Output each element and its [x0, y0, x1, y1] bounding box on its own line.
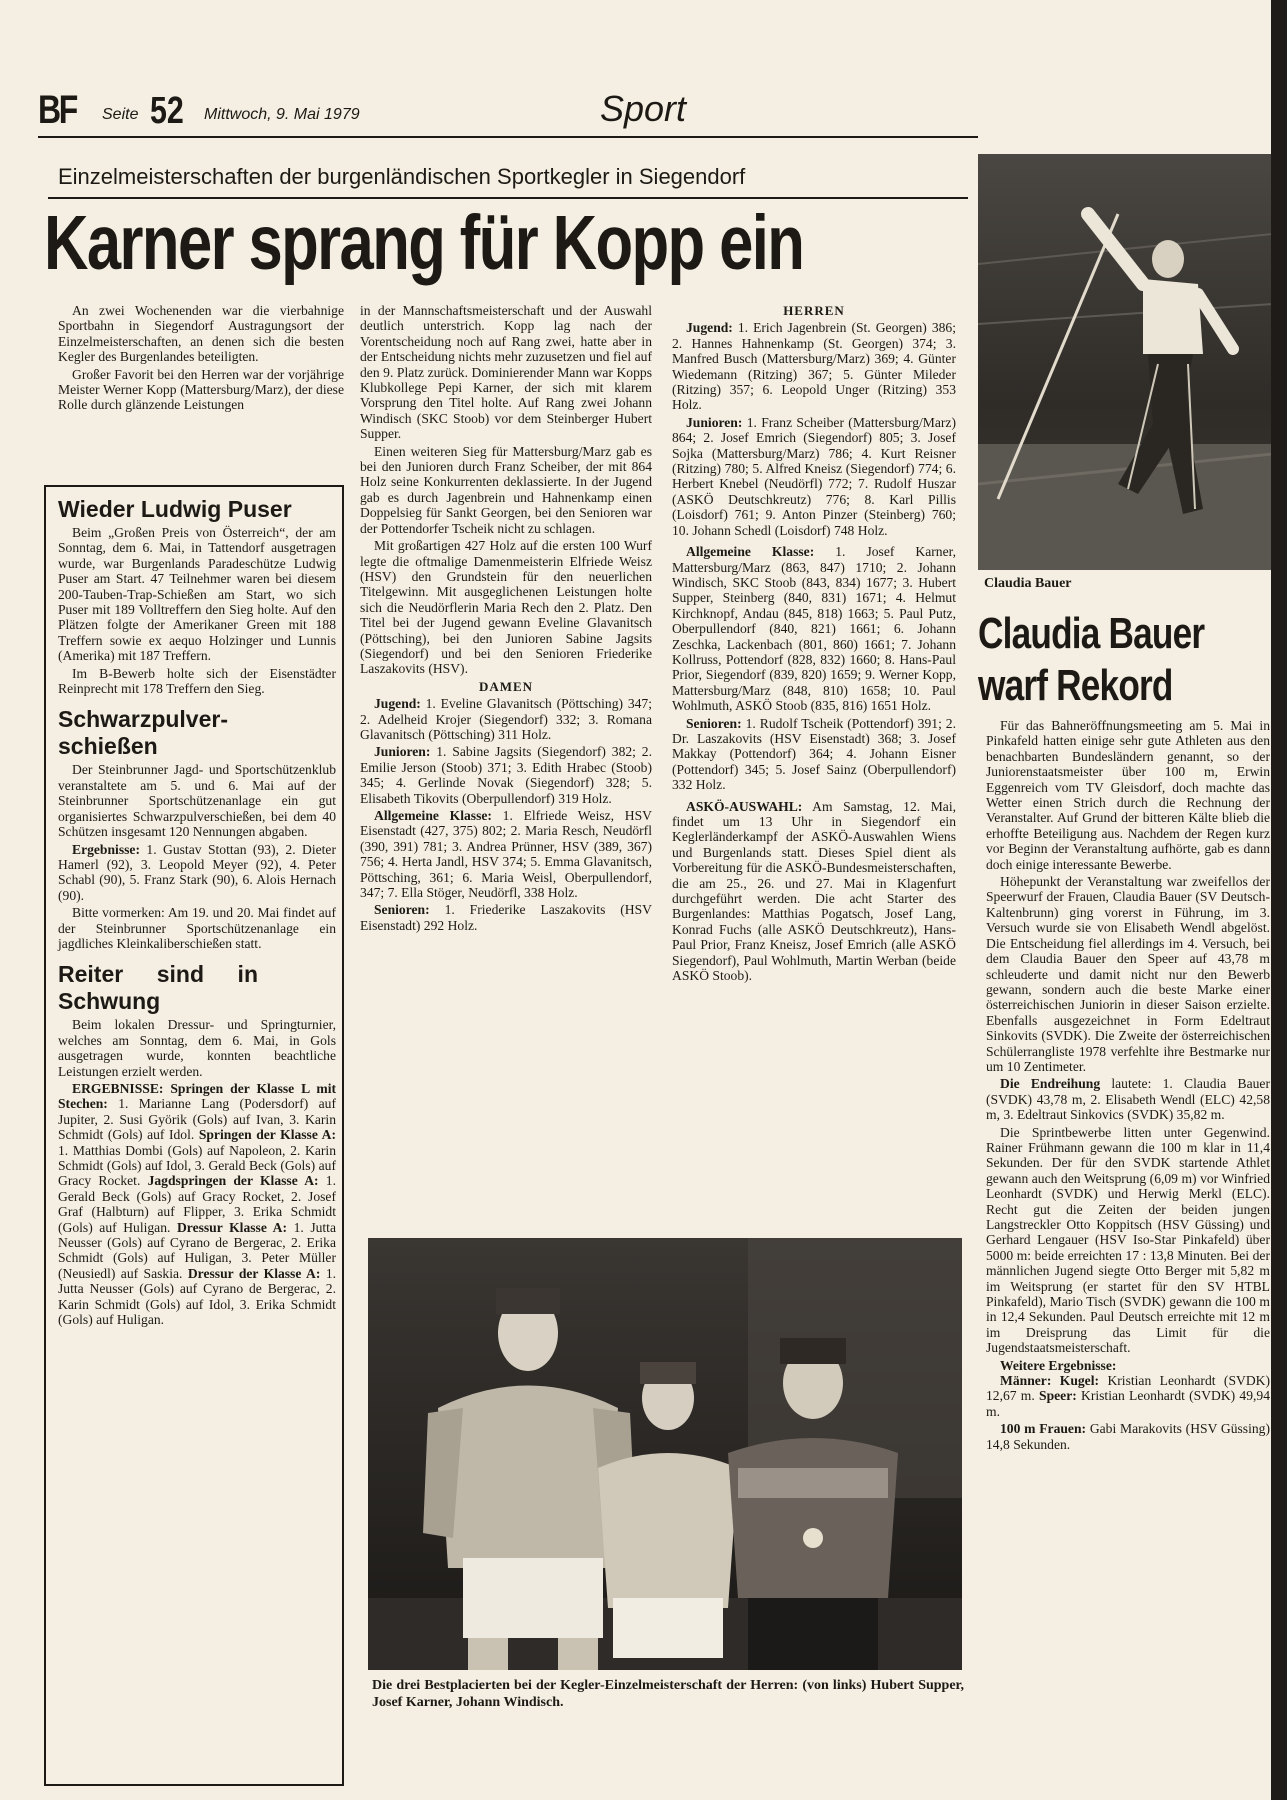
paragraph: Der Steinbrunner Jagd- und Sportschützenklub veranstaltete am 5. und 6. Mai auf der Steinbrunner Sportschützenanlage ein gut organisiertes Schwarzpulverschießen, bei dem 40 Schützen insgesamt 120 Nennungen abgaben.	[58, 762, 336, 840]
result-entry	[672, 415, 956, 538]
result-entry	[986, 1421, 1270, 1452]
result-label: Junioren:	[686, 414, 743, 430]
herren-heading: HERREN	[783, 303, 845, 318]
results-text: 1. Matthias Dombi (Gols) auf Napoleon, 2. Karin Schmidt (Gols) auf Idol, 3. Gerald Beck (Gols) auf Gracy Rocket.	[58, 1142, 336, 1189]
issue-date: Mittwoch, 9. Mai 1979	[204, 106, 360, 123]
group-photo	[368, 1238, 962, 1670]
section-title: Sport	[600, 88, 687, 129]
masthead	[38, 88, 1268, 136]
result-text: 1. Eveline Glavanitsch (Pöttsching) 347; 2. Adelheid Krojer (Siegendorf) 332; 3. Romana Glavanitsch (Pöttsching) 311 Holz.	[360, 696, 652, 742]
result-text: Kristian Leonhardt (SVDK) 12,67 m.	[986, 1373, 1270, 1404]
result-entry	[360, 696, 652, 742]
endreihung-text: lautete: 1. Claudia Bauer (SVDK) 43,78 m, 2. Elisabeth Wendl (ELC) 42,58 m, 3. Edeltraut Sinkovics (SVDK) 35,82 m.	[986, 1076, 1270, 1123]
result-label: Senioren:	[686, 715, 742, 731]
results-text: 1. Marianne Lang (Podersdorf) auf Jupiter, 2. Susi Györik (Gols) auf Ivan, 3. Karin Schmidt (Gols) auf Idol.	[58, 1096, 336, 1143]
result-entry	[672, 716, 956, 793]
result-label: Jugend:	[686, 320, 733, 336]
group-photo-caption: Die drei Bestplacierten bei der Kegler-Einzelmeisterschaft der Herren: (von links) Hubert Supper, Josef Karner, Johann Windisch.	[372, 1678, 964, 1710]
paragraph: Großer Favorit bei den Herren war der vorjährige Meister Werner Kopp (Mattersburg/Marz), der diese Rolle durch glänzende Leistungen	[58, 366, 344, 413]
article-col-3	[672, 303, 956, 985]
result-entry	[672, 544, 956, 713]
kicker: Einzelmeisterschaften der burgenländischen Sportkegler in Siegendorf	[58, 164, 746, 189]
endreihung-label: Die Endreihung	[1000, 1076, 1101, 1092]
athlete-photo-caption: Claudia Bauer	[984, 576, 1072, 591]
result-text: Gabi Marakovits (HSV Güssing) 14,8 Sekunden.	[986, 1421, 1270, 1452]
paragraph: Beim lokalen Dressur- und Springturnier, welches am Sonntag, dem 6. Mai, in Gols ausgetragen wurde, konnten beachtliche Leistungen erzielt werden.	[58, 1017, 336, 1079]
result-entry	[986, 1373, 1270, 1419]
paragraph: in der Mannschaftsmeisterschaft und der Auswahl deutlich unterstrich. Kopp lag nach der Vorentscheidung noch auf Rang zwei, hatte aber in der Entscheidung nichts mehr zuzusetzen und fiel auf den 9. Platz zurück. Dominierender Mann war Kopps Klubkollege Pepi Karner, der sich mit klarem Vorsprung den Titel holte. Auf Rang zwei Johann Windisch (SKC Stoob) vor dem Steinberger Hubert Supper.	[360, 303, 652, 442]
results-label: Dressur Klasse A:	[176, 1219, 287, 1235]
paragraph: Im B-Bewerb holte sich der Eisenstädter Reinprecht mit 178 Treffern den Sieg.	[58, 665, 336, 697]
paragraph: An zwei Wochenenden war die vierbahnige Sportbahn in Siegendorf Austragungsort der Einzelmeisterschaften, an denen sich die besten Kegler des Burgenlandes beteiligten.	[58, 303, 344, 365]
result-entry	[672, 320, 956, 412]
sidebar-title: Wieder Ludwig Puser	[58, 496, 292, 522]
article-col-2	[360, 303, 652, 935]
athlete-photo	[978, 154, 1272, 570]
result-text: 1. Franz Scheiber (Mattersburg/Marz) 864; 2. Josef Emrich (Siegendorf) 805; 3. Josef Sojka (Mattersburg/Marz) 786; 4. Kurt Reisner (Ritzing) 780; 5. Alfred Kneisz (Siegendorf) 774; 6. Herbert Knebel (Neudörfl) 772; 7. Rudolf Huszar (ASKÖ Deutschkreutz) 776; 8. Karl Pillis (Loisdorf) 761; 9. Anton Pinzer (Steinberg) 760; 10. Johann Schedl (Loisdorf) 748 Holz.	[672, 414, 956, 538]
results-label: ERGEBNISSE: Springen der Klasse L mit Stechen:	[58, 1080, 336, 1112]
headline: Karner sprang für Kopp ein	[44, 200, 804, 286]
masthead-rule	[38, 136, 978, 138]
page-number: 52	[150, 90, 184, 132]
result-label: Speer:	[1039, 1388, 1077, 1404]
page-edge-shadow	[1271, 0, 1287, 1800]
sidebar-content	[58, 495, 336, 1329]
kicker-rule	[48, 197, 968, 199]
result-text: 1. Sabine Jagsits (Siegendorf) 382; 2. Emilie Jerson (Stoob) 371; 3. Edith Hrabec (Stoob) 345; 4. Gerlinde Novak (Siegendorf) 328; 5. Elisabeth Tikovits (Oberpullendorf) 319 Holz.	[360, 744, 652, 806]
results-paragraph	[58, 1081, 336, 1328]
paragraph: Bitte vormerken: Am 19. und 20. Mai findet auf der Steinbrunner Sportschützenanlage ein jagdliches Kleinkaliberschießen statt.	[58, 905, 336, 951]
results-label: Dressur der Klasse A:	[187, 1265, 321, 1281]
group-photo-image	[368, 1238, 962, 1670]
result-label: Allgemeine Klasse:	[686, 544, 815, 560]
paragraph: Die Sprintbewerbe litten unter Gegenwind. Rainer Frühmann gewann die 100 m klar in 11,4 Sekunden. Der für den SVDK startende Athlet gewann auch den Weitsprung (6,09 m) vor Winfried Leonhardt (SVDK) und Herwig Merkl (ELC). Recht gut die Zeiten der beiden jungen Langstreckler Otto Koppitsch (HSV Güssing) und Gerhard Lengauer (HSV Iso-Star Pinkafeld) über 5000 m: beide erreichten 17 : 13,8 Minuten. Bei der männlichen Jugend siegte Otto Berger mit 5,82 m im Weitsprung (er startet für den SV HTBL Pinkafeld), Mario Tisch (SVDK) gewann die 100 m in 12,4 Sekunden. Paul Deutsch erreichte mit 12 m im Dreisprung das Limit für die Jugendstaatsmeisterschaft.	[986, 1124, 1270, 1356]
paragraph: Einen weiteren Sieg für Mattersburg/Marz gab es bei den Junioren durch Franz Scheiber, der mit 864 Holz seine Konkurrenten deklassierte. In der Jugend gab es durch Jagenbrein und Hahnenkamp einen Doppelsieg für Sankt Georgen, bei den Senioren war der Pottendorfer Tscheik nicht zu schlagen.	[360, 443, 652, 536]
result-text: 1. Erich Jagenbrein (St. Georgen) 386; 2. Hannes Hahnenkamp (St. Georgen) 374; 3. Manfred Busch (Mattersburg/Marz) 369; 4. Günter Wiedemann (Ritzing) 367; 5. Günter Mileder (Ritzing) 357; 6. Leopold Unger (Ritzing) 353 Holz.	[672, 320, 956, 413]
result-label: Senioren:	[374, 902, 430, 918]
result-entry	[360, 902, 652, 933]
paragraph: Für das Bahneröffnungsmeeting am 5. Mai in Pinkafeld hatten einige sehr gute Athleten aus den benachbarten Bundesländern genannt, so der Juniorenstaatsmeister über 100 m, Erwin Eggenreich vom TV Gleisdorf, doch machte das Wetter einen Strich durch die Rechnung der Veranstalter. Auf Grund der bitteren Kälte blieb die erhoffte Beteiligung aus. Nachdem der Regen kurz vor Beginn der Veranstaltung aufhörte, gab es dann doch einige interessante Bewerbe.	[986, 718, 1270, 872]
results-text: 1. Jutta Neusser (Gols) auf Cyrano de Bergerac, 2. Erika Schmidt (Gols) auf Huligan, 3. Peter Müller (Neusiedl) auf Saskia.	[58, 1219, 336, 1281]
sidebar-title: Schwarzpulver-schießen	[58, 706, 228, 760]
sidebar-title: Reiter sind in Schwung	[58, 961, 258, 1015]
result-entry	[360, 744, 652, 806]
seite-label: Seite	[102, 106, 139, 123]
result-text: 1. Josef Karner, Mattersburg/Marz (863, 847) 1710; 2. Johann Windisch, SKC Stoob (843, 834) 1677; 3. Hubert Supper, Steinberg (840, 831) 1671; 4. Helmut Kirchknopf, Andau (845, 818) 1663; 5. Paul Putz, Oberpullendorf (840, 821) 1661; 6. Johann Zeschka, Lackenbach (801, 860) 1661; 7. Johann Kollruss, Pottendorf (828, 832) 1660; 8. Hans-Paul Prior, Siegendorf (839, 820) 1659; 9. Werner Kopp, Mattersburg/Marz (848, 810) 1658; 10. Paul Wohlmuth, ASKÖ Stoob (835, 816) 1651 Holz.	[672, 544, 956, 714]
askoe-text: Am Samstag, 12. Mai, findet um 13 Uhr in Siegendorf ein Keglerländerkampf der ASKÖ-Auswahlen Wiens und Burgenlands statt. Dieses Spiel dient als Vorbereitung für die ASKÖ-Bundesmeisterschaften, die am 25., 26. und 27. Mai in Klagenfurt durchgeführt werden. Die acht Starter des Burgenlandes: Matthias Pogatsch, Josef Lang, Konrad Fuchs (alle ASKÖ Deutschkreutz), Hans-Paul Prior, Franz Kneisz, Josef Emrich (alle ASKÖ Siegendorf), Paul Wohlmuth, Martin Werban (beide ASKÖ Stoob).	[672, 798, 956, 984]
result-text: 1. Rudolf Tscheik (Pottendorf) 391; 2. Dr. Laszakovits (HSV Eisenstadt) 368; 3. Josef Makkay (Pottendorf) 364; 4. Johann Eisner (Pottendorf) 345; 5. Josef Sainz (Oberpullendorf) 332 Holz.	[672, 715, 956, 793]
result-label: Allgemeine Klasse:	[374, 808, 492, 823]
result-paragraph	[986, 1076, 1270, 1122]
results-paragraph	[58, 842, 336, 904]
result-label: Junioren:	[374, 744, 431, 760]
athlete-photo-image	[978, 154, 1272, 570]
result-text: Kristian Leonhardt (SVDK) 49,94 m.	[986, 1388, 1270, 1419]
logo: BF	[38, 88, 76, 132]
results-text: 1. Gustav Stottan (93), 2. Dieter Hamerl (92), 3. Leopold Meyer (92), 4. Peter Schabl (90), 5. Franz Stark (90), 6. Alois Hernach (90).	[58, 841, 336, 903]
result-label: Männer: Kugel:	[1000, 1373, 1100, 1389]
results-label: Springen der Klasse A:	[198, 1127, 336, 1143]
results-text: 1. Gerald Beck (Gols) auf Gracy Rocket, 2. Josef Graf (Halbturn) auf Flipper, 3. Erika Schmidt (Gols) auf Huligan.	[58, 1173, 336, 1235]
results-text: 1. Jutta Neusser (Gols) auf Cyrano de Bergerac, 2. Karin Schmidt (Gols) auf Idol, 3. Erika Schmidt (Gols) auf Huligan.	[58, 1265, 337, 1328]
result-text: 1. Friederike Laszakovits (HSV Eisenstadt) 292 Holz.	[360, 902, 652, 933]
article-col-1	[58, 303, 344, 415]
paragraph: Beim „Großen Preis von Österreich“, der am Sonntag, dem 6. Mai, in Tattendorf ausgetragen wurde, war Burgenlands Paradeschütze Ludwig Puser am Start. 47 Teilnehmer waren bei diesem 200-Tauben-Trap-Schießen am Start, wo sich Puser mit 189 Volltreffern den Sieg holte. Auf den Plätzen folgte der Amerikaner Green mit 188 Treffern sowie ex aequo Holzinger und Lunnis (Amerika) mit 187 Treffern.	[58, 525, 336, 664]
right-headline: Claudia Bauer warf Rekord	[978, 609, 1205, 710]
result-text: 1. Elfriede Weisz, HSV Eisenstadt (427, 375) 802; 2. Maria Resch, Neudörfl (390, 391) 781; 3. Andrea Prünner, HSV (389, 367) 756; 4. Herta Jandl, HSV 374; 5. Emma Glavanitsch, Pöttsching, 361; 6. Maria Weisl, Oberpullendorf, 347; 7. Ella Stöger, Neudörfl, 338 Holz.	[360, 808, 652, 901]
paragraph: Mit großartigen 427 Holz auf die ersten 100 Wurf legte die oftmalige Damenmeisterin Elfriede Weisz (HSV) den Grundstein für den neuerlichen Titelgewinn. Mit ausgeglichenen Leistungen holte sich die Neudörflerin Maria Rech den 2. Platz. Den Titel bei der Jugend gewann Eveline Glavanitsch (Pöttsching), bei den Junioren Sabine Jagsits (Siegendorf) und bei den Senioren Friederike Laszakovits (HSV).	[360, 538, 652, 677]
paragraph: Höhepunkt der Veranstaltung war zweifellos der Speerwurf der Frauen, Claudia Bauer (SV Deutsch-Kaltenbrunn) ging vorerst in Führung, im 3. Versuch wurde sie von Elisabeth Wendl abgelöst. Die Entscheidung fiel allerdings im 4. Versuch, bei dem Claudia Bauer den Speer auf 43,78 m schleuderte und damit nicht nur den Bewerb gewann, sondern auch die beste Marke einer österreichischen Juniorin in dieser Saison erzielte. Ebenfalls ausgezeichnet in Form Edeltraut Sinkovits (SVDK). Die Zweite der österreichischen Schülerrangliste 1978 verfehlte ihre Bestmarke nur um 10 Zentimeter.	[986, 874, 1270, 1074]
right-column-text	[986, 718, 1270, 1454]
askoe-paragraph	[672, 799, 956, 984]
result-label: Jugend:	[374, 696, 421, 712]
weitere-label: Weitere Ergebnisse:	[1000, 1357, 1117, 1373]
result-entry	[360, 808, 652, 900]
damen-heading: DAMEN	[478, 678, 534, 694]
results-label: Jagdspringen der Klasse A:	[147, 1173, 319, 1189]
askoe-label: ASKÖ-AUSWAHL:	[686, 798, 803, 814]
result-label: 100 m Frauen:	[1000, 1421, 1087, 1437]
results-label: Ergebnisse:	[72, 841, 140, 857]
